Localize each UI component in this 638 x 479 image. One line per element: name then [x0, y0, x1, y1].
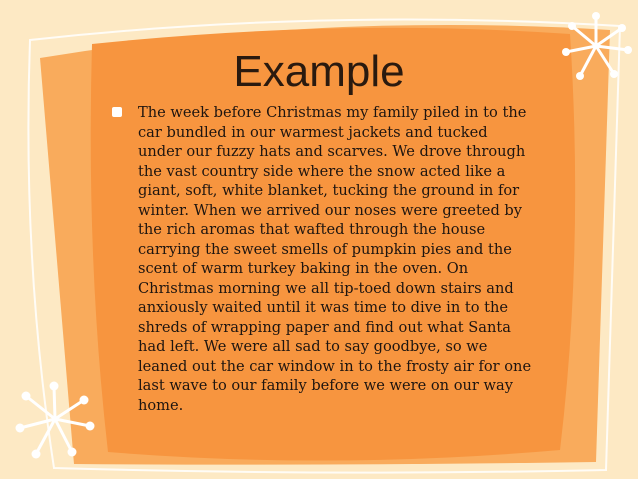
slide-body-text: The week before Christmas my family piled in to the car bundled in our warmest jackets and tucked under our fuzzy hats and scarves. We drove through the vast country side where the snow acted like a giant, soft, white blanket, tucking the ground in for winter. When we arrived our noses were greeted by the rich aromas that wafted through the house carrying the sweet smells of pumpkin pies and the scent of warm turkey baking in the oven. On Christmas morning we all tip-toed down stairs and anxiously waited until it was time to dive in to the shreds of wrapping paper and find out what Santa had left. We were all sad to say goodbye, so we leaned out the car window in to the frosty air for one last wave to our family before we were on our way home. — [138, 104, 532, 414]
slide-title: Example — [233, 47, 405, 96]
starburst-icon — [12, 376, 98, 462]
bullet-marker-icon — [112, 107, 122, 117]
